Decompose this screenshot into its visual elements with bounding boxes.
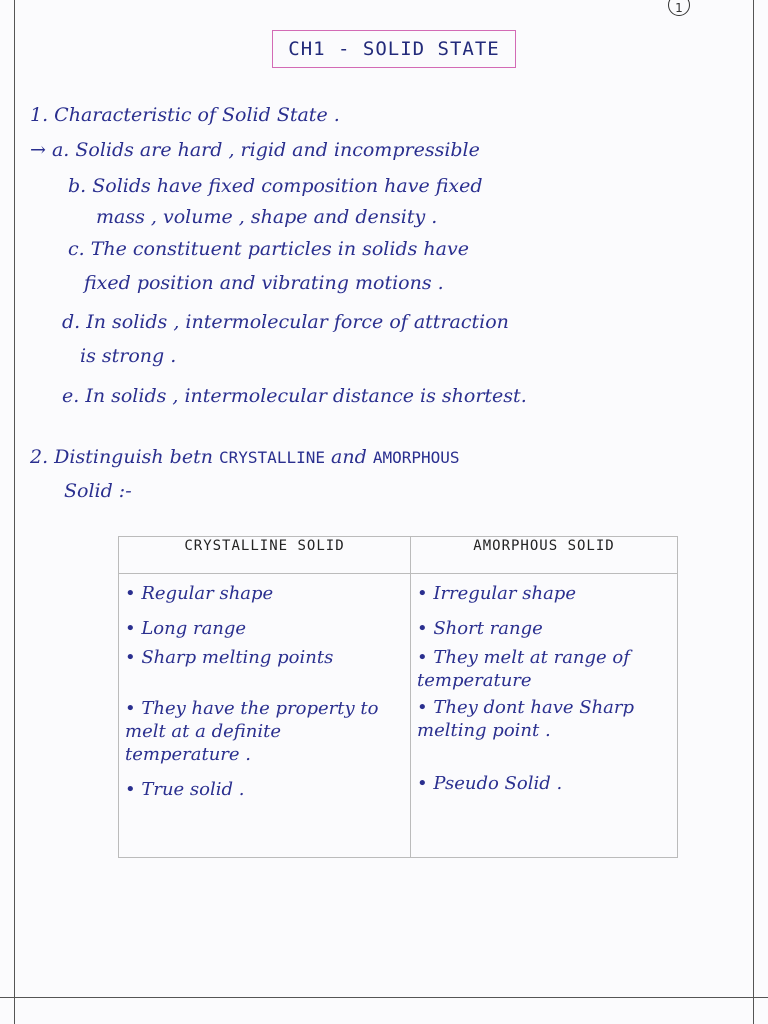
list-item: • Irregular shape (417, 583, 576, 604)
note-line: b. Solids have fixed composition have fixed (68, 175, 483, 197)
table-header-row (119, 537, 678, 574)
list-item: • Short range (417, 618, 543, 639)
table-row (119, 574, 678, 858)
header-crystalline: CRYSTALLINE SOLID (119, 537, 411, 574)
list-item: • Sharp melting points (125, 647, 334, 668)
header-amorphous: AMORPHOUS SOLID (411, 537, 678, 574)
heading-and: and (331, 446, 367, 468)
comparison-table (118, 536, 678, 858)
note-line: fixed position and vibrating motions . (84, 272, 444, 294)
note-line: is strong . (80, 345, 177, 367)
list-item: • Regular shape (125, 583, 274, 604)
right-margin-line (753, 0, 754, 1024)
note-line: → a. Solids are hard , rigid and incompressible (30, 139, 480, 161)
note-line: c. The constituent particles in solids have (68, 238, 469, 260)
section2-heading (30, 446, 460, 468)
note-line: e. In solids , intermolecular distance is shortest. (62, 385, 527, 407)
bottom-margin-line (0, 997, 768, 998)
heading-prefix: 2. Distinguish betn (30, 446, 213, 468)
amorphous-column (411, 574, 678, 858)
section2-heading-suffix: Solid :- (64, 480, 132, 502)
heading-crystalline: CRYSTALLINE (219, 448, 325, 467)
list-item: • They have the property to melt at a definite temperature . (125, 698, 379, 765)
list-item: • They melt at range of temperature (417, 647, 630, 691)
heading-amorphous: AMORPHOUS (372, 448, 460, 467)
page-number: 1 (668, 0, 690, 16)
list-item: • They dont have Sharp melting point . (417, 697, 635, 741)
list-item: • Pseudo Solid . (417, 773, 563, 794)
page-title: CH1 - SOLID STATE (272, 30, 516, 68)
left-margin-line (14, 0, 15, 1024)
list-item: • Long range (125, 618, 247, 639)
note-line: mass , volume , shape and density . (96, 206, 438, 228)
list-item: • True solid . (125, 779, 245, 800)
section1-heading: 1. Characteristic of Solid State . (30, 104, 340, 126)
note-line: d. In solids , intermolecular force of attraction (62, 311, 509, 333)
crystalline-column (119, 574, 411, 858)
